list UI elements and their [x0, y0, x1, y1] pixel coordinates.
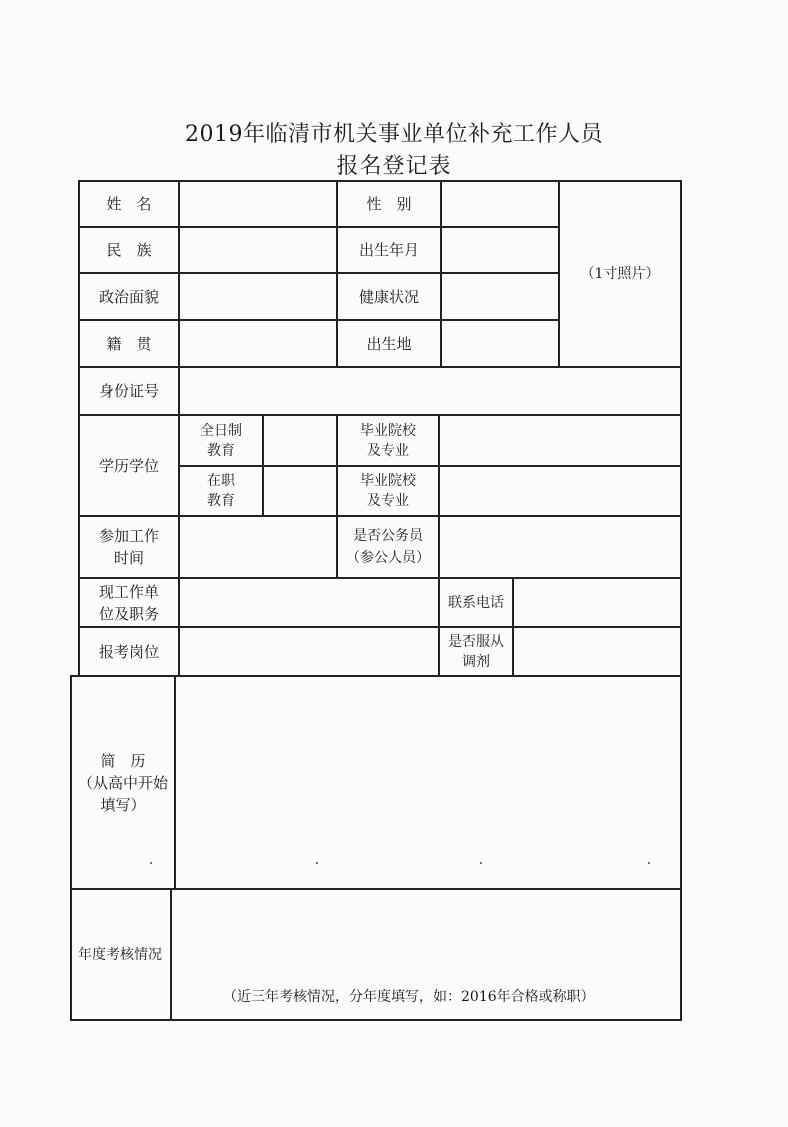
form-subtitle: 报名登记表 — [336, 154, 452, 179]
native-place-label: 籍 贯 — [106, 334, 152, 353]
photo-placeholder[interactable]: （1寸照片） — [580, 266, 660, 282]
resume-label: 简 历 （从高中开始 填写） — [77, 751, 168, 814]
scan-mark — [480, 862, 482, 864]
phone-field[interactable] — [514, 579, 680, 626]
birthplace-label: 出生地 — [366, 334, 412, 353]
name-field[interactable] — [180, 182, 336, 226]
work-start-field[interactable] — [180, 517, 336, 577]
accept-reassign-label: 是否服从 调剂 — [448, 633, 504, 670]
position-applied-field[interactable] — [180, 628, 438, 675]
current-employer-label: 现工作单 位及职务 — [98, 582, 159, 623]
form-title: 2019年临清市机关事业单位补充工作人员 — [185, 122, 603, 147]
fulltime-edu-field[interactable] — [264, 416, 336, 465]
native-place-field[interactable] — [180, 321, 336, 366]
current-employer-field[interactable] — [180, 579, 438, 626]
ethnicity-field[interactable] — [180, 228, 336, 272]
health-label: 健康状况 — [358, 287, 419, 306]
table-border-right — [680, 180, 682, 1020]
resume-field[interactable] — [176, 677, 680, 888]
gender-field[interactable] — [442, 182, 558, 226]
id-number-label: 身份证号 — [98, 382, 159, 400]
fulltime-edu-label: 全日制 教育 — [200, 422, 242, 459]
work-start-label: 参加工作 时间 — [98, 527, 159, 567]
inservice-edu-label: 在职 教育 — [207, 473, 235, 509]
annual-review-label: 年度考核情况 — [78, 946, 162, 963]
graduate-school-2-label: 毕业院校 及专业 — [360, 473, 416, 509]
name-label: 姓 名 — [106, 195, 152, 213]
gender-label: 性 别 — [366, 195, 412, 213]
scan-mark — [648, 862, 650, 864]
scan-mark — [150, 862, 152, 864]
ethnicity-label: 民 族 — [106, 241, 152, 259]
birthplace-field[interactable] — [442, 321, 558, 366]
civil-servant-label: 是否公务员 （参公人员） — [346, 528, 430, 566]
political-status-field[interactable] — [180, 274, 336, 319]
education-label: 学历学位 — [98, 456, 159, 475]
birth-date-field[interactable] — [442, 228, 558, 272]
political-status-label: 政治面貌 — [98, 287, 159, 306]
birth-date-label: 出生年月 — [358, 241, 419, 259]
inservice-edu-field[interactable] — [264, 467, 336, 515]
position-applied-label: 报考岗位 — [98, 642, 159, 661]
health-field[interactable] — [442, 274, 558, 319]
graduate-school-1-field[interactable] — [440, 416, 680, 465]
civil-servant-field[interactable] — [440, 517, 680, 577]
graduate-school-1-label: 毕业院校 及专业 — [360, 422, 416, 459]
accept-reassign-field[interactable] — [514, 628, 680, 675]
phone-label: 联系电话 — [448, 594, 504, 611]
id-number-field[interactable] — [180, 368, 680, 414]
annual-review-note: （近三年考核情况，分年度填写，如：2016年合格或称职） — [223, 989, 595, 1005]
graduate-school-2-field[interactable] — [440, 467, 680, 515]
table-border-bottom — [70, 1019, 682, 1021]
scan-mark — [316, 862, 318, 864]
